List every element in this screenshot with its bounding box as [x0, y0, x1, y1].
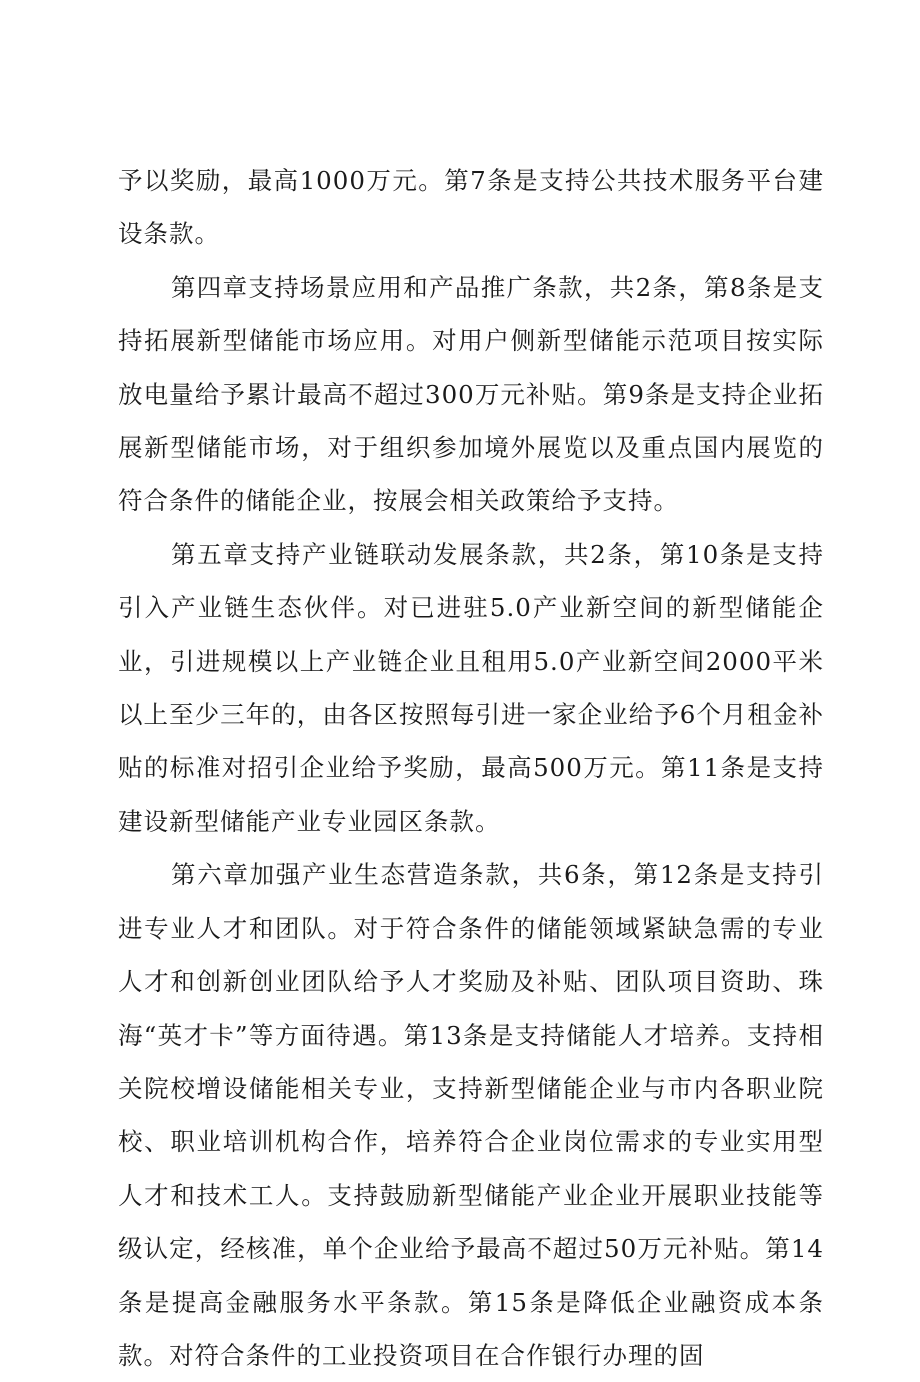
paragraph-4: 第六章加强产业生态营造条款，共6条，第12条是支持引进专业人才和团队。对于符合条件的储能领域紧缺急需的专业人才和创新创业团队给予人才奖励及补贴、团队项目资助、珠海“英才卡”等方面待遇。第13条是支持储能人才培养。支持相关院校增设储能相关专业，支持新型储能企业与市内各职业院校、职业培训机构合作，培养符合企业岗位需求的专业实用型人才和技术工人。支持鼓励新型储能产业企业开展职业技能等级认定，经核准，单个企业给予最高不超过50万元补贴。第14条是提高金融服务水平条款。第15条是降低企业融资成本条款。对符合条件的工业投资项目在合作银行办理的固: [118, 860, 824, 1370]
paragraph-1: 予以奖励，最高1000万元。第7条是支持公共技术服务平台建设条款。: [118, 166, 824, 249]
paragraph-2: 第四章支持场景应用和产品推广条款，共2条，第8条是支持拓展新型储能市场应用。对用户侧新型储能示范项目按实际放电量给予累计最高不超过300万元补贴。第9条是支持企业拓展新型储能市场，对于组织参加境外展览以及重点国内展览的符合条件的储能企业，按展会相关政策给予支持。: [118, 272, 824, 516]
document-body: [118, 154, 824, 1382]
paragraph-3: 第五章支持产业链联动发展条款，共2条，第10条是支持引入产业链生态伙伴。对已进驻5.0产业新空间的新型储能企业，引进规模以上产业链企业且租用5.0产业新空间2000平米以上至少三年的，由各区按照每引进一家企业给予6个月租金补贴的标准对招引企业给予奖励，最高500万元。第11条是支持建设新型储能产业专业园区条款。: [118, 539, 824, 836]
